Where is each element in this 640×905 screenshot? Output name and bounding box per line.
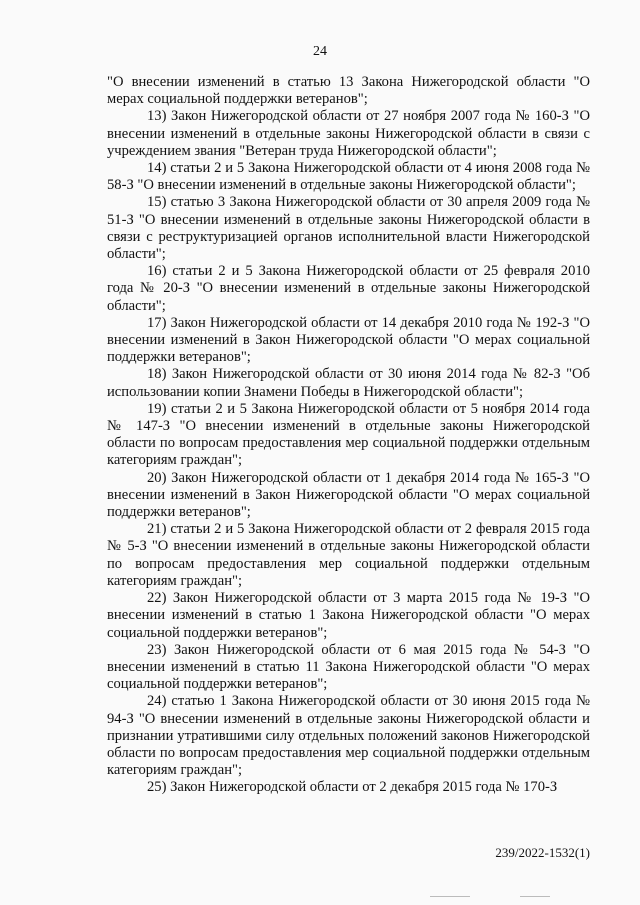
list-item-19: 19) статьи 2 и 5 Закона Нижегородской области от 5 ноября 2014 года № 147-З "О внесении изменений в отдельные законы Нижегородской области по вопросам предоставления мер социальной поддержки отдельным категориям граждан";: [107, 400, 590, 469]
paragraph-continuation: "О внесении изменений в статью 13 Закона Нижегородской области "О мерах социальной поддержки ветеранов";: [107, 74, 590, 108]
list-item-14: 14) статьи 2 и 5 Закона Нижегородской области от 4 июня 2008 года № 58-З "О внесении изменений в отдельные законы Нижегородской области";: [107, 160, 590, 194]
list-item-16: 16) статьи 2 и 5 Закона Нижегородской области от 25 февраля 2010 года № 20-З "О внесении изменений в отдельные законы Нижегородской области";: [107, 263, 590, 314]
document-code: 239/2022-1532(1): [495, 845, 590, 860]
scan-artifact: [520, 896, 550, 897]
list-item-20: 20) Закон Нижегородской области от 1 декабря 2014 года № 165-З "О внесении изменений в Закон Нижегородской области "О мерах социальной поддержки ветеранов";: [107, 469, 590, 521]
page-number: 24: [313, 44, 327, 59]
list-item-21: 21) статьи 2 и 5 Закона Нижегородской области от 2 февраля 2015 года № 5-З "О внесении изменений в отдельные законы Нижегородской области по вопросам предоставления мер социальной поддержки отдельным категориям граждан";: [107, 521, 590, 589]
list-item-15: 15) статью 3 Закона Нижегородской области от 30 апреля 2009 года № 51-З "О внесении изменений в отдельные законы Нижегородской области в связи с реструктуризацией органов исполнительной власти Нижегородской области";: [107, 194, 590, 263]
list-item-13: 13) Закон Нижегородской области от 27 ноября 2007 года № 160-З "О внесении изменений в отдельные законы Нижегородской области в связи с учреждением звания "Ветеран труда Нижегородской области";: [107, 108, 590, 159]
list-item-17: 17) Закон Нижегородской области от 14 декабря 2010 года № 192-З "О внесении изменений в Закон Нижегородской области "О мерах социальной поддержки ветеранов";: [107, 314, 590, 366]
list-item-23: 23) Закон Нижегородской области от 6 мая 2015 года № 54-З "О внесении изменений в статью 11 Закона Нижегородской области "О мерах социальной поддержки ветеранов";: [107, 641, 590, 693]
list-item-24: 24) статью 1 Закона Нижегородской области от 30 июня 2015 года № 94-З "О внесении изменений в отдельные законы Нижегородской области и признании утратившими силу отдельных положений законов Нижегородской области по вопросам предоставления мер социальной поддержки отдельным категориям граждан";: [107, 693, 590, 779]
document-body: [107, 74, 590, 797]
scan-artifact: [430, 896, 470, 897]
list-item-18: 18) Закон Нижегородской области от 30 июня 2014 года № 82-З "Об использовании копии Знамени Победы в Нижегородской области";: [107, 366, 590, 400]
list-item-22: 22) Закон Нижегородской области от 3 марта 2015 года № 19-З "О внесении изменений в статью 1 Закона Нижегородской области "О мерах социальной поддержки ветеранов";: [107, 590, 590, 641]
list-item-25: 25) Закон Нижегородской области от 2 декабря 2015 года № 170-З: [147, 779, 558, 796]
